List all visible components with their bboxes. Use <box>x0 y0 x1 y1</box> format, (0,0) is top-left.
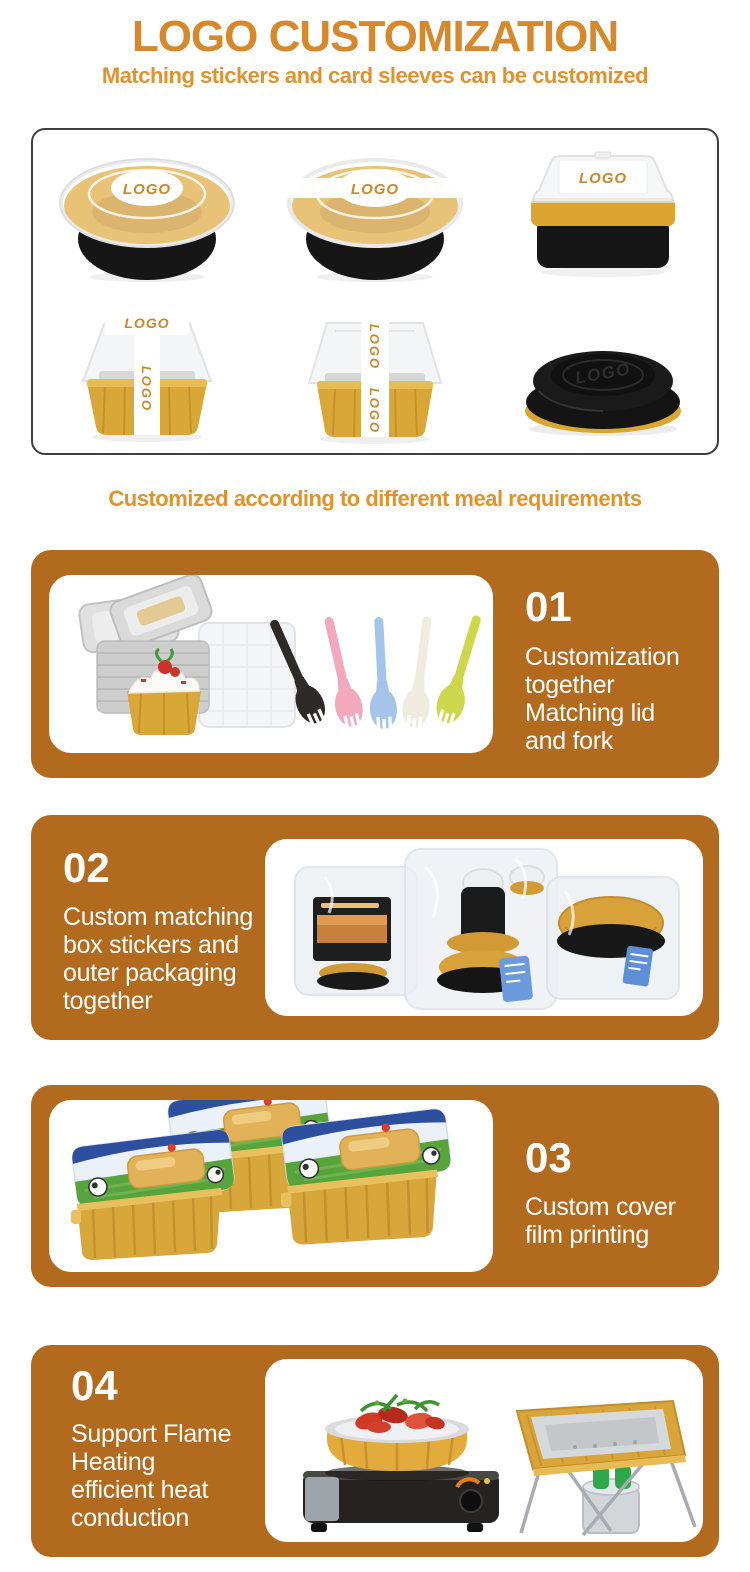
step-description <box>63 903 253 1015</box>
gold-cup-t-sleeve-image <box>47 297 247 447</box>
product-gold-cup-t-sleeve <box>33 292 261 454</box>
step-01 <box>31 550 719 778</box>
flame-heating-image <box>265 1359 703 1542</box>
step-description <box>525 1193 676 1249</box>
step-description-line: efficient heat <box>71 1476 209 1504</box>
step-description-line: Heating <box>71 1448 156 1476</box>
step-number: 03 <box>525 1134 572 1181</box>
black-round-embossed-image <box>503 297 703 447</box>
step-description-line: conduction <box>71 1504 189 1532</box>
step-04-image-card <box>265 1359 703 1542</box>
logo-sleeve-side-text: LOGO <box>139 366 154 413</box>
product-gold-cup-band <box>261 292 489 454</box>
product-round-bowl-sticker <box>33 130 261 292</box>
step-description-line: box stickers and <box>63 931 239 959</box>
step-description <box>525 643 680 755</box>
step-description-line: and fork <box>525 727 613 755</box>
labeled-box <box>313 897 391 990</box>
step-description-line: Custom cover <box>525 1193 676 1221</box>
step-description-line: Customization <box>525 643 680 671</box>
section-heading: Customized according to different meal requirements <box>108 486 642 511</box>
step-description-line: together <box>63 987 153 1015</box>
foil-pan-on-stand <box>517 1401 695 1535</box>
logo-band-lid-text: LOGO <box>367 324 382 371</box>
product-round-bowl-band <box>261 130 489 292</box>
logo-sleeve-top-text: LOGO <box>124 315 170 332</box>
blue-tag <box>499 955 533 1002</box>
step-description-line: outer packaging <box>63 959 237 987</box>
step-01-image-card <box>49 575 493 753</box>
product-black-round-embossed <box>489 292 717 454</box>
printed-film-containers-image <box>49 1100 493 1272</box>
gold-cup-band-image <box>275 297 475 447</box>
step-02-image-card <box>265 839 703 1016</box>
step-02 <box>31 815 719 1040</box>
step-description-line: film printing <box>525 1221 649 1249</box>
matching-lid-fork-image <box>49 575 493 753</box>
rect-container-card-image <box>503 136 703 286</box>
logo-card-text: LOGO <box>578 169 628 187</box>
logo-embossed-text: LOGO <box>573 359 633 388</box>
round-bowl-band-image <box>275 136 475 286</box>
logo-sticker-text: LOGO <box>350 180 400 198</box>
logo-sticker-text: LOGO <box>122 180 172 198</box>
step-description <box>71 1420 231 1532</box>
product-rect-container-card <box>489 130 717 292</box>
step-description-line: Support Flame <box>71 1420 232 1448</box>
step-description-line: together <box>525 671 615 699</box>
gas-stove-with-bowl <box>303 1395 499 1532</box>
wrapped-packaging-image <box>265 839 703 1016</box>
logo-band-cup-text: LOGO <box>367 388 382 435</box>
step-number: 02 <box>63 844 110 891</box>
product-gallery <box>31 128 719 455</box>
step-description-line: Matching lid <box>525 699 655 727</box>
step-description-line: Custom matching <box>63 903 254 931</box>
page-title: LOGO CUSTOMIZATION <box>131 12 619 61</box>
round-bowl-sticker-image <box>47 136 247 286</box>
step-number: 04 <box>71 1362 118 1409</box>
step-04 <box>31 1345 719 1557</box>
step-03 <box>31 1085 719 1287</box>
step-03-image-card <box>49 1100 493 1272</box>
page-subtitle: Matching stickers and card sleeves can be customized <box>101 63 649 88</box>
step-number: 01 <box>525 583 572 630</box>
